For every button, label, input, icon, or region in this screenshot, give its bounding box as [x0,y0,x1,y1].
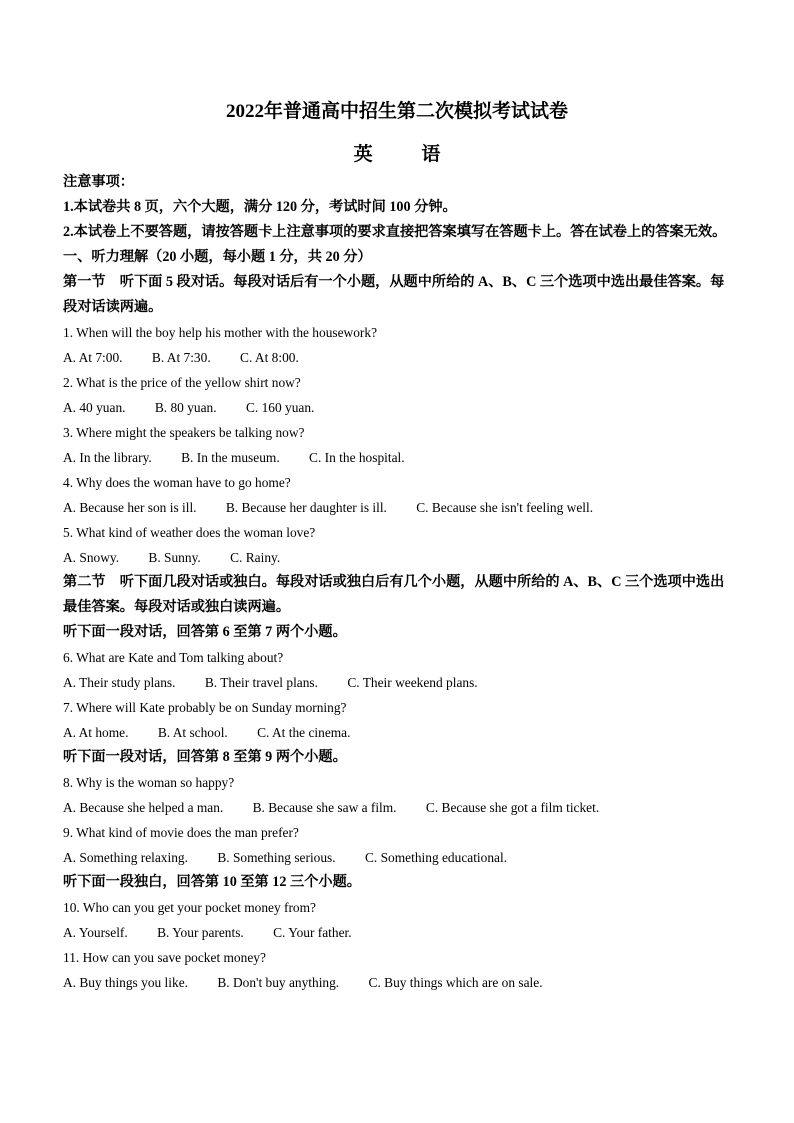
option-row [63,795,733,820]
option-b: B. Something serious. [217,850,336,865]
option-row [63,720,733,745]
option-b: B. Sunny. [148,550,201,565]
notes-item: 2.本试卷上不要答题，请按答题卡上注意事项的要求直接把答案填写在答题卡上。答在试卷上的答案无效。 [63,224,727,240]
notes-item: 1.本试卷共 8 页，六个大题，满分 120 分，考试时间 100 分钟。 [63,199,457,215]
option-a: A. Snowy. [63,550,120,565]
part-heading: 第二节 听下面几段对话或独白。每段对话或独白后有几个小题，从题中所给的 A、B、C 三个选项中选出最佳答案。每段对话或独白读两遍。 [63,574,725,615]
exam-content [63,170,733,995]
option-row [63,845,733,870]
group-heading: 听下面一段独白，回答第 10 至第 12 三个小题。 [63,874,361,890]
option-c: C. Because she got a film ticket. [425,800,600,815]
option-c: C. Because she isn't feeling well. [416,500,594,515]
question-text: 7. Where will Kate probably be on Sunday morning? [63,700,347,715]
question-text: 6. What are Kate and Tom talking about? [63,650,284,665]
option-b: B. Their travel plans. [204,675,318,690]
option-a: A. 40 yuan. [63,400,126,415]
option-c: C. Rainy. [230,550,281,565]
option-row [63,545,733,570]
option-row [63,670,733,695]
question-text: 1. When will the boy help his mother with the housework? [63,325,378,340]
group-heading: 听下面一段对话，回答第 6 至第 7 两个小题。 [63,624,347,640]
option-row [63,970,733,995]
option-row [63,920,733,945]
question-text: 10. Who can you get your pocket money from? [63,900,316,915]
question-text: 11. How can you save pocket money? [63,950,266,965]
option-c: C. Buy things which are on sale. [368,975,543,990]
question-text: 3. Where might the speakers be talking now? [63,425,305,440]
option-c: C. 160 yuan. [245,400,315,415]
question-text: 9. What kind of movie does the man prefer? [63,825,299,840]
option-a: A. In the library. [63,450,152,465]
section-heading: 一、听力理解（20 小题，每小题 1 分，共 20 分） [63,249,372,265]
option-b: B. At 7:30. [151,350,211,365]
option-row [63,495,733,520]
option-b: B. In the museum. [181,450,280,465]
option-b: B. Your parents. [157,925,244,940]
option-a: A. Something relaxing. [63,850,188,865]
option-a: A. Because she helped a man. [63,800,224,815]
option-row [63,345,733,370]
option-a: A. At home. [63,725,129,740]
option-a: A. Because her son is ill. [63,500,197,515]
option-a: A. Yourself. [63,925,128,940]
question-text: 2. What is the price of the yellow shirt now? [63,375,301,390]
option-c: C. At the cinema. [257,725,351,740]
option-b: B. Because she saw a film. [252,800,397,815]
option-a: A. Buy things you like. [63,975,188,990]
option-a: A. At 7:00. [63,350,123,365]
question-text: 8. Why is the woman so happy? [63,775,235,790]
option-b: B. At school. [157,725,228,740]
option-b: B. Don't buy anything. [217,975,340,990]
option-c: C. Their weekend plans. [347,675,478,690]
exam-title: 2022年普通高中招生第二次模拟考试试卷 [225,101,568,122]
option-a: A. Their study plans. [63,675,176,690]
subject-title: 英 语 [353,144,463,165]
group-heading: 听下面一段对话，回答第 8 至第 9 两个小题。 [63,749,347,765]
option-c: C. At 8:00. [240,350,299,365]
option-c: C. Something educational. [364,850,508,865]
question-text: 5. What kind of weather does the woman love? [63,525,316,540]
question-text: 4. Why does the woman have to go home? [63,475,291,490]
option-c: C. In the hospital. [309,450,405,465]
option-row [63,395,733,420]
option-row [63,445,733,470]
option-b: B. 80 yuan. [154,400,217,415]
notes-heading: 注意事项： [63,174,134,190]
option-b: B. Because her daughter is ill. [225,500,387,515]
part-heading: 第一节 听下面 5 段对话。每段对话后有一个小题，从题中所给的 A、B、C 三个选项中选出最佳答案。每段对话读两遍。 [63,274,725,315]
option-c: C. Your father. [273,925,352,940]
